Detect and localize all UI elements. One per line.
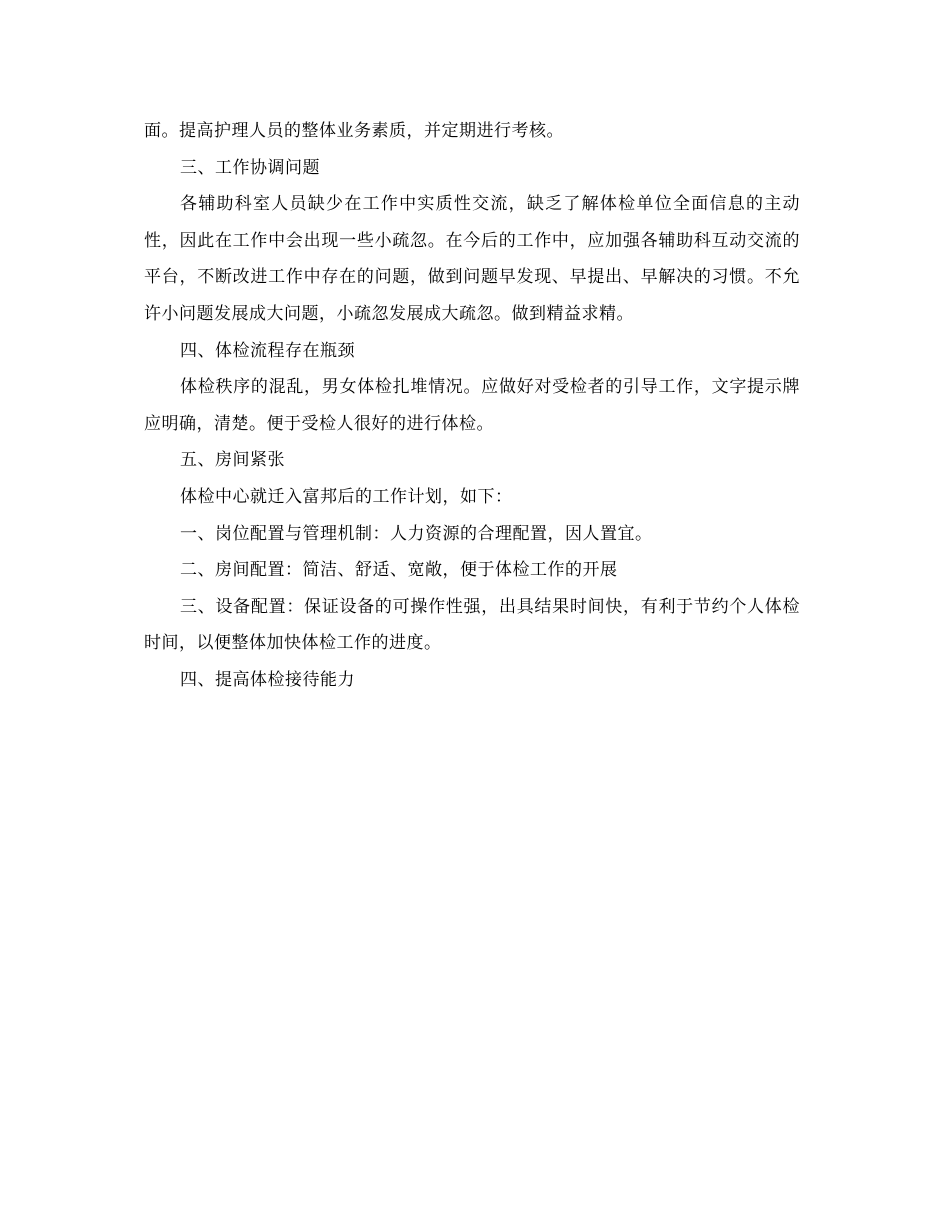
section-heading-process-bottleneck: 四、体检流程存在瓶颈 <box>180 340 355 361</box>
plan-item-equipment: 三、设备配置：保证设备的可操作性强，出具结果时间快，有利于节约个人体检时间，以便整体加快体检工作的进度。 <box>144 596 800 654</box>
paragraph-work-plan-intro: 体检中心就迁入富邦后的工作计划，如下： <box>180 486 513 507</box>
plan-item-rooms: 二、房间配置：简洁、舒适、宽敞，便于体检工作的开展 <box>180 560 618 581</box>
paragraph-continuation: 面。提高护理人员的整体业务素质，并定期进行考核。 <box>144 121 564 141</box>
plan-item-staffing: 一、岗位配置与管理机制：人力资源的合理配置，因人置宜。 <box>180 523 653 544</box>
document-body <box>144 113 800 699</box>
section-heading-room-shortage: 五、房间紧张 <box>180 450 285 471</box>
paragraph-work-coordination: 各辅助科室人员缺少在工作中实质性交流，缺乏了解体检单位全面信息的主动性，因此在工作中会出现一些小疏忽。在今后的工作中，应加强各辅助科互动交流的平台，不断改进工作中存在的问题，做到问题早发现、早提出、早解决的习惯。不允许小问题发展成大问题，小疏忽发展成大疏忽。做到精益求精。 <box>144 194 800 324</box>
plan-item-reception-capacity: 四、提高体检接待能力 <box>180 669 355 690</box>
paragraph-process-bottleneck: 体检秩序的混乱，男女体检扎堆情况。应做好对受检者的引导工作，文字提示牌应明确，清楚。便于受检人很好的进行体检。 <box>144 377 800 434</box>
section-heading-work-coordination: 三、工作协调问题 <box>180 157 320 178</box>
